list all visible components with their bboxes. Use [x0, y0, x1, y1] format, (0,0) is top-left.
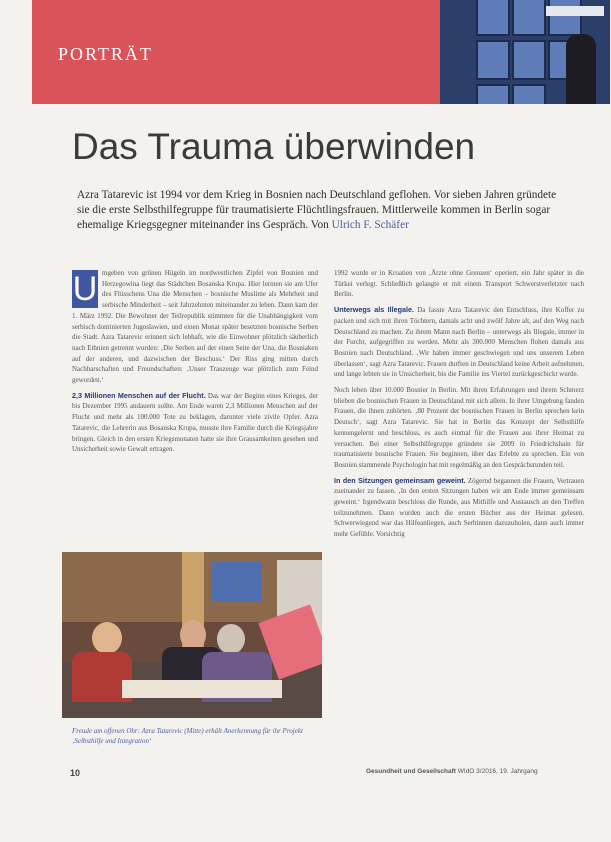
author-name: Ulrich F. Schäfer [331, 219, 409, 231]
intro-paragraph [72, 268, 318, 386]
group-photo [62, 552, 322, 718]
paragraph-text: mgeben von grünen Hügeln im nordwestlichen Zipfel von Bosnien und Herzegowina liegt das Städtchen Bosanska Krupa. Hier lernten sie am Ufer des Flüsschens Una die Menschen – bosnische Muslime als Mehrheit und serbische Minderheit – seit Jahrzehnten miteinander zu leben. Dann kam der 1. März 1992. Die Bewohner der Teilrepublik stimmten für die Unabhängigkeit vom serbisch dominierten Jugoslawien, und einen Monat später besetzten bosnische Serben die Stadt. Azra Tatarevic erinnert sich lebhaft, wie die Einwohner plötzlich säuberlich nach Ethnien getrennt wurden: ‚Die Serben auf der einen Seite der Una, die Bosniaken auf der anderen, und dazwischen der Beschuss.‘ Der Riss ging mitten durch Nachbarschaften und Freundschaften: ‚Unser Trauzeuge war plötzlich zum Feind geworden.‘ [72, 269, 318, 385]
subheading: Unterwegs als Illegale. [334, 305, 415, 315]
lead-text: Azra Tatarevic ist 1994 vor dem Krieg in Bosnien nach Deutschland geflohen. Vor sieben Jahren gründete sie die erste Selbsthilfegruppe für traumatisierte Flüchtlingsfrauen. Mittlerweile kommen in Berlin sogar ehemalige Kriegsgegner miteinander ins Gespräch. Von [77, 189, 557, 231]
section-label: PORTRÄT [58, 44, 153, 64]
paragraph-text: Da fasste Azra Tatarevic den Entschluss, ihre Koffer zu packen und sich mit ihren Töchtern, damals acht und zwölf Jahre alt, auf den Weg nach Deutschland zu machen. Zu ihrem Mann nach Berlin – unterwegs als Illegale, immer in der Furcht, aufgegriffen zu werden. Mehr als 300.000 Menschen flohen damals aus Bosnien nach Deutschland. ‚Wir haben immer geschwiegen und uns unserem Leben überlassen‘, sagt Azra Tatarevic. Frauen durften in Deutschland keine Arbeit aufnehmen, und lange lebten sie in Unsicherheit, bis die Familie ins Viertel zurückgeschickt wurde. [334, 306, 584, 379]
article-lead [77, 188, 562, 233]
right-column [334, 268, 584, 758]
photo-logo [546, 6, 604, 16]
page-number: 10 [70, 768, 81, 778]
paragraph-text: Zögernd begannen die Frauen, Vertrauen zueinander zu fassen. ‚In den ersten Sitzungen haben wir am Ende immer gemeinsam geweint.‘ Irgendwann beschloss die Runde, aus Mithilfe und Austausch an den Treffen teilzunehmen. Dann wurden auch die ersten Bücher aus der Heimat gelesen. Schwerwiegend war das Hilfeanliegen, auch Serbinnen dazuzuholen, dann auch immer mehr Gefühle. Vorsichtig [334, 476, 584, 539]
subheading: In den Sitzungen gemeinsam geweint. [334, 475, 466, 485]
left-column [72, 268, 318, 546]
page-footer [366, 768, 538, 775]
paragraph-text: 1992 wurde er in Kroatien von ‚Ärzte ohne Grenzen‘ operiert, ein Jahr später in die Türkei verlegt. Schließlich gelangte er mit einem Transport Schwerstverletzter nach Berlin. [334, 269, 584, 299]
photo-caption: Freude am offenen Ohr: Azra Tatarevic (Mitte) erhält Anerkennung für ihr Projekt ‚Selbsthilfe und Integration‘ [72, 727, 303, 745]
magazine-name: Gesundheit und Gesellschaft [366, 768, 456, 775]
paragraph-text: Das war der Beginn eines Krieges, der bis Dezember 1995 andauern sollte. Am Ende waren 2,3 Millionen Menschen auf der Flucht und mehr als 100.000 Tote zu beklagen, darunter viele zivile Opfer. Azra Tatarevic, die Lehrerin aus Bosanska Krupa, musste ihre Familie durch die Kriegsjahre bringen. Gleich in den ersten Kriegsmonaten hatte sie ihre Grausamkeiten gesehen und Unsicherheit sowie Gewalt ertragen. [72, 391, 318, 454]
subheading: 2,3 Millionen Menschen auf der Flucht. [72, 390, 206, 400]
article-title: Das Trauma überwinden [72, 126, 476, 167]
banner-photo [440, 0, 610, 104]
issue-info: WIdO 3/2016, 19. Jahrgang [457, 768, 538, 775]
paragraph-text: Noch leben über 10.000 Bosnier in Berlin. Mit ihren Erfahrungen und ihrem Schmerz blieben die bosnischen Frauen in Deutschland mit sich allein. In ihrer Umgebung fanden Frauen, die ihnen zuhörten. ‚80 Prozent der bosnischen Frauen in Berlin sprechen kein Deutsch‘, sagt Azra Tatarevic. Sie hat in Berlin das Konzept der Selbsthilfe kennengelernt und beschloss, es auch einmal für die Frauen aus ihrer Heimat zu versuchen. Bei einer Selbsthilfegruppe gründete sie 2009 in Friedrichshain für traumatisierte bosnische Frauen. Sie beginnen, über das Erlebte zu sprechen. Ein von Bosnien stammende Psychologin hat mit regelmäßig an den Gesprächsrunden teil. [334, 386, 584, 469]
section-banner [32, 0, 610, 104]
drop-cap: U [72, 270, 98, 308]
